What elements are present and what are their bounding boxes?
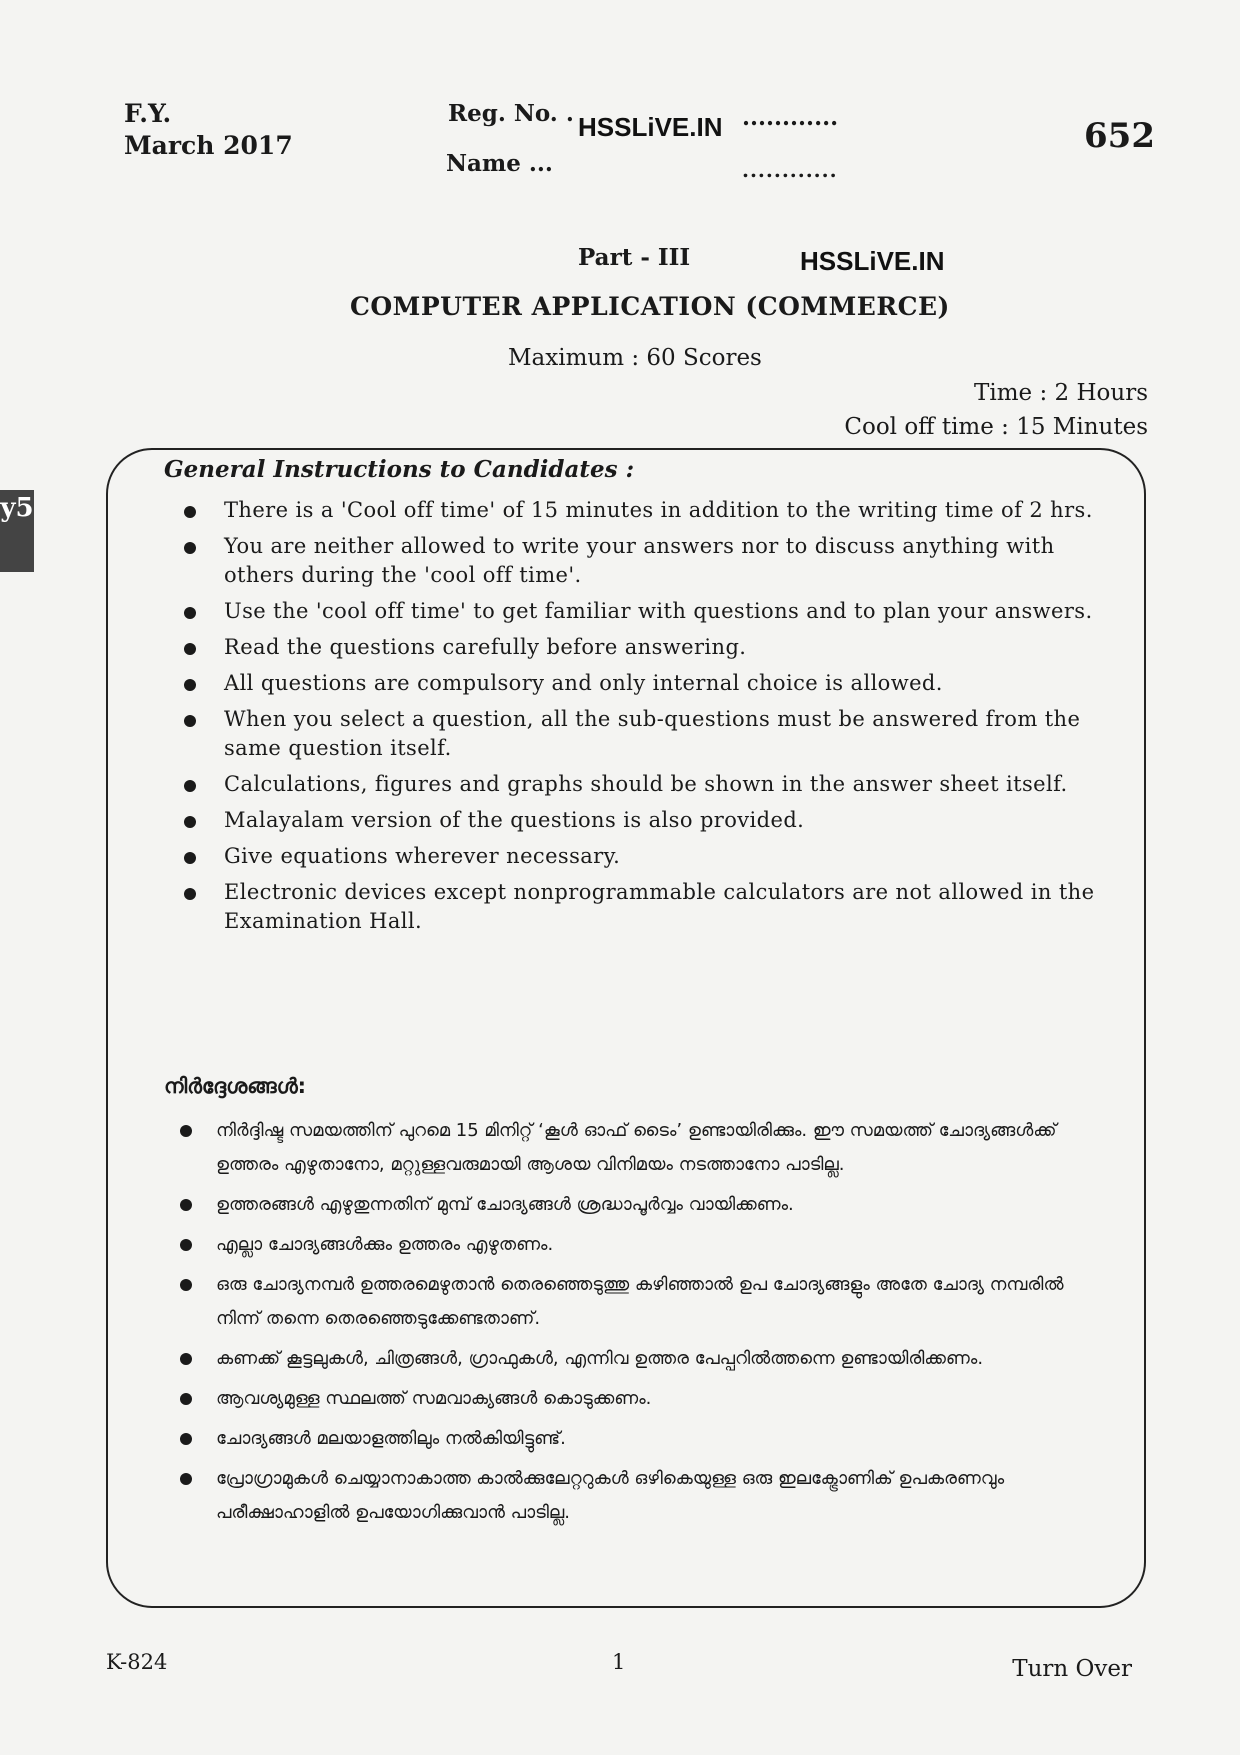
watermark-mid: HSSLiVE.IN [800,246,945,276]
malayalam-item: ഒരു ചോദ്യനമ്പർ ഉത്തരമെഴുതാൻ തെരഞ്ഞെടുത്തു കഴിഞ്ഞാൽ ഉപ ചോദ്യങ്ങളും അതേ ചോദ്യ നമ്പരിൽ നിന്ന് തന്നെ തെരഞ്ഞെടുക്കേണ്ടതാണ്. [176,1268,1102,1336]
instructions-list [176,496,1102,943]
bullet-icon [184,643,196,655]
name-label: Name ... [446,150,553,177]
bullet-icon [184,715,196,727]
footer-code: K-824 [106,1650,168,1674]
exam-time: Time : 2 Hours [974,380,1148,406]
cool-off-time: Cool off time : 15 Minutes [844,414,1148,440]
bullet-icon [180,1125,192,1137]
instruction-item: Electronic devices except nonprogrammable calculators are not allowed in the Examination Hall. [176,878,1102,936]
bullet-icon [184,679,196,691]
instruction-item: There is a 'Cool off time' of 15 minutes in addition to the writing time of 2 hrs. [176,496,1102,525]
name-dots: ............ [742,158,838,182]
instruction-item: All questions are compulsory and only internal choice is allowed. [176,669,1102,698]
instruction-item: Read the questions carefully before answering. [176,633,1102,662]
watermark-top: HSSLiVE.IN [578,112,723,142]
instruction-item: Malayalam version of the questions is also provided. [176,806,1102,835]
bullet-icon [180,1279,192,1291]
malayalam-item: ആവശ്യമുള്ള സ്ഥലത്ത് സമവാക്യങ്ങൾ കൊടുക്കണം. [176,1382,1102,1416]
bullet-icon [180,1473,192,1485]
page-number: 1 [612,1650,626,1674]
bullet-icon [184,506,196,518]
bullet-icon [180,1433,192,1445]
malayalam-list [176,1114,1102,1536]
instruction-item: You are neither allowed to write your answers nor to discuss anything with others during the 'cool off time'. [176,532,1102,590]
bullet-icon [184,780,196,792]
exam-session: March 2017 [124,131,293,160]
malayalam-item: ചോദ്യങ്ങൾ മലയാളത്തിലും നൽകിയിട്ടുണ്ട്. [176,1422,1102,1456]
reg-no-label: Reg. No. . [448,100,574,127]
malayalam-item: എല്ലാ ചോദ്യങ്ങൾക്കും ഉത്തരം എഴുതണം. [176,1228,1102,1262]
instructions-title: General Instructions to Candidates : [164,456,635,483]
side-tab: y5 [0,490,34,572]
malayalam-item: കണക്ക് കൂട്ടലുകൾ, ചിത്രങ്ങൾ, ഗ്രാഫുകൾ, എന്നിവ ഉത്തര പേപ്പറിൽത്തന്നെ ഉണ്ടായിരിക്കണം. [176,1342,1102,1376]
part-label: Part - III [578,244,691,271]
exam-info [124,98,293,162]
subject-title: COMPUTER APPLICATION (COMMERCE) [350,292,950,321]
bullet-icon [184,542,196,554]
malayalam-title: നിർദ്ദേശങ്ങൾ: [164,1074,307,1098]
bullet-icon [180,1199,192,1211]
instruction-item: When you select a question, all the sub-questions must be answered from the same question itself. [176,705,1102,763]
bullet-icon [184,607,196,619]
max-scores: Maximum : 60 Scores [508,345,762,371]
bullet-icon [180,1353,192,1365]
turn-over: Turn Over [1012,1656,1132,1682]
bullet-icon [180,1393,192,1405]
bullet-icon [184,852,196,864]
bullet-icon [184,816,196,828]
bullet-icon [184,888,196,900]
instruction-item: Give equations wherever necessary. [176,842,1102,871]
instruction-item: Use the 'cool off time' to get familiar with questions and to plan your answers. [176,597,1102,626]
malayalam-item: നിർദ്ദിഷ്ട സമയത്തിന് പുറമെ 15 മിനിറ്റ് ‘കൂൾ ഓഫ് ടൈം’ ഉണ്ടായിരിക്കും. ഈ സമയത്ത് ചോദ്യങ്ങൾക്ക് ഉത്തരം എഴുതാനോ, മറ്റുള്ളവരുമായി ആശയ വിനിമയം നടത്താനോ പാടില്ല. [176,1114,1102,1182]
malayalam-item: ഉത്തരങ്ങൾ എഴുതുന്നതിന് മുമ്പ് ചോദ്യങ്ങൾ ശ്രദ്ധാപൂർവ്വം വായിക്കണം. [176,1188,1102,1222]
instruction-item: Calculations, figures and graphs should be shown in the answer sheet itself. [176,770,1102,799]
question-code: 652 [1084,116,1155,156]
year-label: F.Y. [124,99,172,128]
malayalam-item: പ്രോഗ്രാമുകൾ ചെയ്യാനാകാത്ത കാൽക്കുലേറ്ററുകൾ ഒഴികെയുള്ള ഒരു ഇലക്ട്രോണിക് ഉപകരണവും പരീക്ഷാഹാളിൽ ഉപയോഗിക്കുവാൻ പാടില്ല. [176,1462,1102,1530]
bullet-icon [180,1239,192,1251]
reg-no-dots: ............ [742,104,839,131]
